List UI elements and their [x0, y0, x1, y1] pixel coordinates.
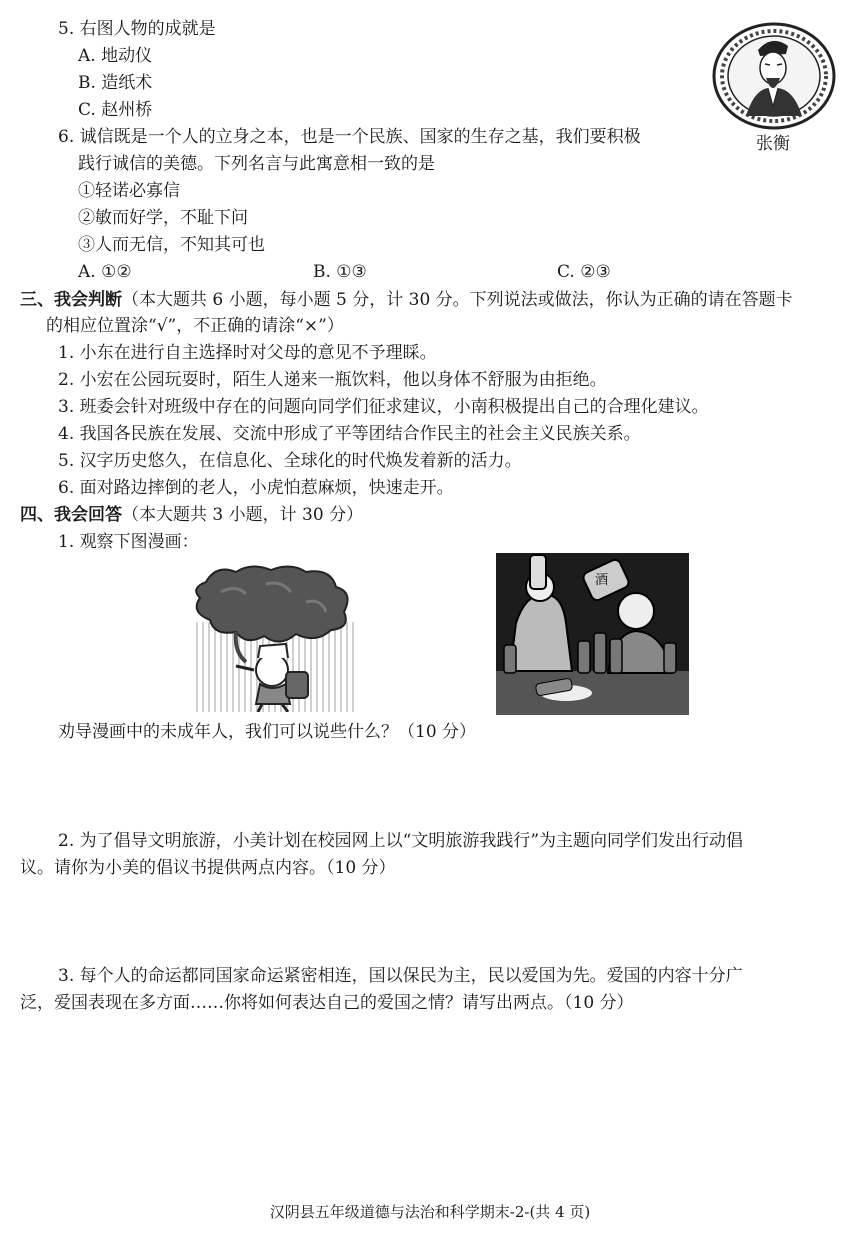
smoking-boy-cartoon: [176, 562, 366, 712]
q6-option-a: A. ①②: [78, 262, 132, 282]
q6-item-1: ①轻诺必寡信: [78, 181, 180, 201]
page-footer: 汉阴县五年级道德与法治和科学期末-2-(共 4 页): [269, 1203, 591, 1221]
judge-item-6: 6. 面对路边摔倒的老人，小虎怕惹麻烦，快速走开。: [58, 478, 454, 498]
section3-desc: （本大题共 6 小题，每小题 5 分，计 30 分。下列说法或做法，你认为正确的请在答题卡: [122, 290, 793, 310]
drinking-cartoon: [496, 553, 689, 715]
judge-item-2: 2. 小宏在公园玩耍时，陌生人递来一瓶饮料，他以身体不舒服为由拒绝。: [58, 370, 607, 390]
q1-prompt: 劝导漫画中的未成年人，我们可以说些什么？（10 分）: [58, 722, 477, 742]
q3-line1: 3. 每个人的命运都同国家命运紧密相连，国以保民为主，民以爱国为先。爱国的内容十分广: [58, 966, 743, 986]
q6-item-3: ③人而无信，不知其可也: [78, 235, 265, 255]
judge-item-1: 1. 小东在进行自主选择时对父母的意见不予理睬。: [58, 343, 437, 363]
q5-stem: 5. 右图人物的成就是: [58, 19, 216, 39]
q5-option-b: B. 造纸术: [78, 73, 153, 93]
q1-intro: 1. 观察下图漫画：: [58, 532, 199, 552]
section3-desc-line2: 的相应位置涂“√”，不正确的请涂“×”）: [46, 316, 344, 336]
q2-line1: 2. 为了倡导文明旅游，小美计划在校园网上以“文明旅游我践行”为主题向同学们发出行动倡: [58, 831, 744, 851]
q6-item-2: ②敏而好学，不耻下问: [78, 208, 248, 228]
section4-desc: （本大题共 3 小题，计 30 分）: [122, 505, 364, 525]
portrait-caption: 张衡: [756, 134, 790, 154]
cartoon-wine-label: 酒: [595, 573, 609, 588]
judge-item-4: 4. 我国各民族在发展、交流中形成了平等团结合作民主的社会主义民族关系。: [58, 424, 641, 444]
q6-stem-line2: 践行诚信的美德。下列名言与此寓意相一致的是: [78, 154, 435, 174]
q3-line2: 泛，爱国表现在多方面……你将如何表达自己的爱国之情？请写出两点。（10 分）: [20, 993, 634, 1013]
q2-line2: 议。请你为小美的倡议书提供两点内容。（10 分）: [20, 858, 396, 878]
section4-line: [20, 503, 363, 527]
section3-heading: 三、我会判断: [20, 290, 122, 310]
q6-option-c: C. ②③: [557, 262, 611, 282]
section3-line1: [20, 288, 793, 312]
zhang-heng-portrait: [710, 20, 838, 132]
q6-option-b: B. ①③: [313, 262, 367, 282]
judge-item-5: 5. 汉字历史悠久，在信息化、全球化的时代焕发着新的活力。: [58, 451, 522, 471]
q6-stem-line1: 6. 诚信既是一个人的立身之本，也是一个民族、国家的生存之基，我们要积极: [58, 127, 641, 147]
judge-item-3: 3. 班委会针对班级中存在的问题向同学们征求建议，小南积极提出自己的合理化建议。: [58, 397, 709, 417]
section4-heading: 四、我会回答: [20, 505, 122, 525]
q5-option-c: C. 赵州桥: [78, 100, 153, 120]
q5-option-a: A. 地动仪: [78, 46, 153, 66]
